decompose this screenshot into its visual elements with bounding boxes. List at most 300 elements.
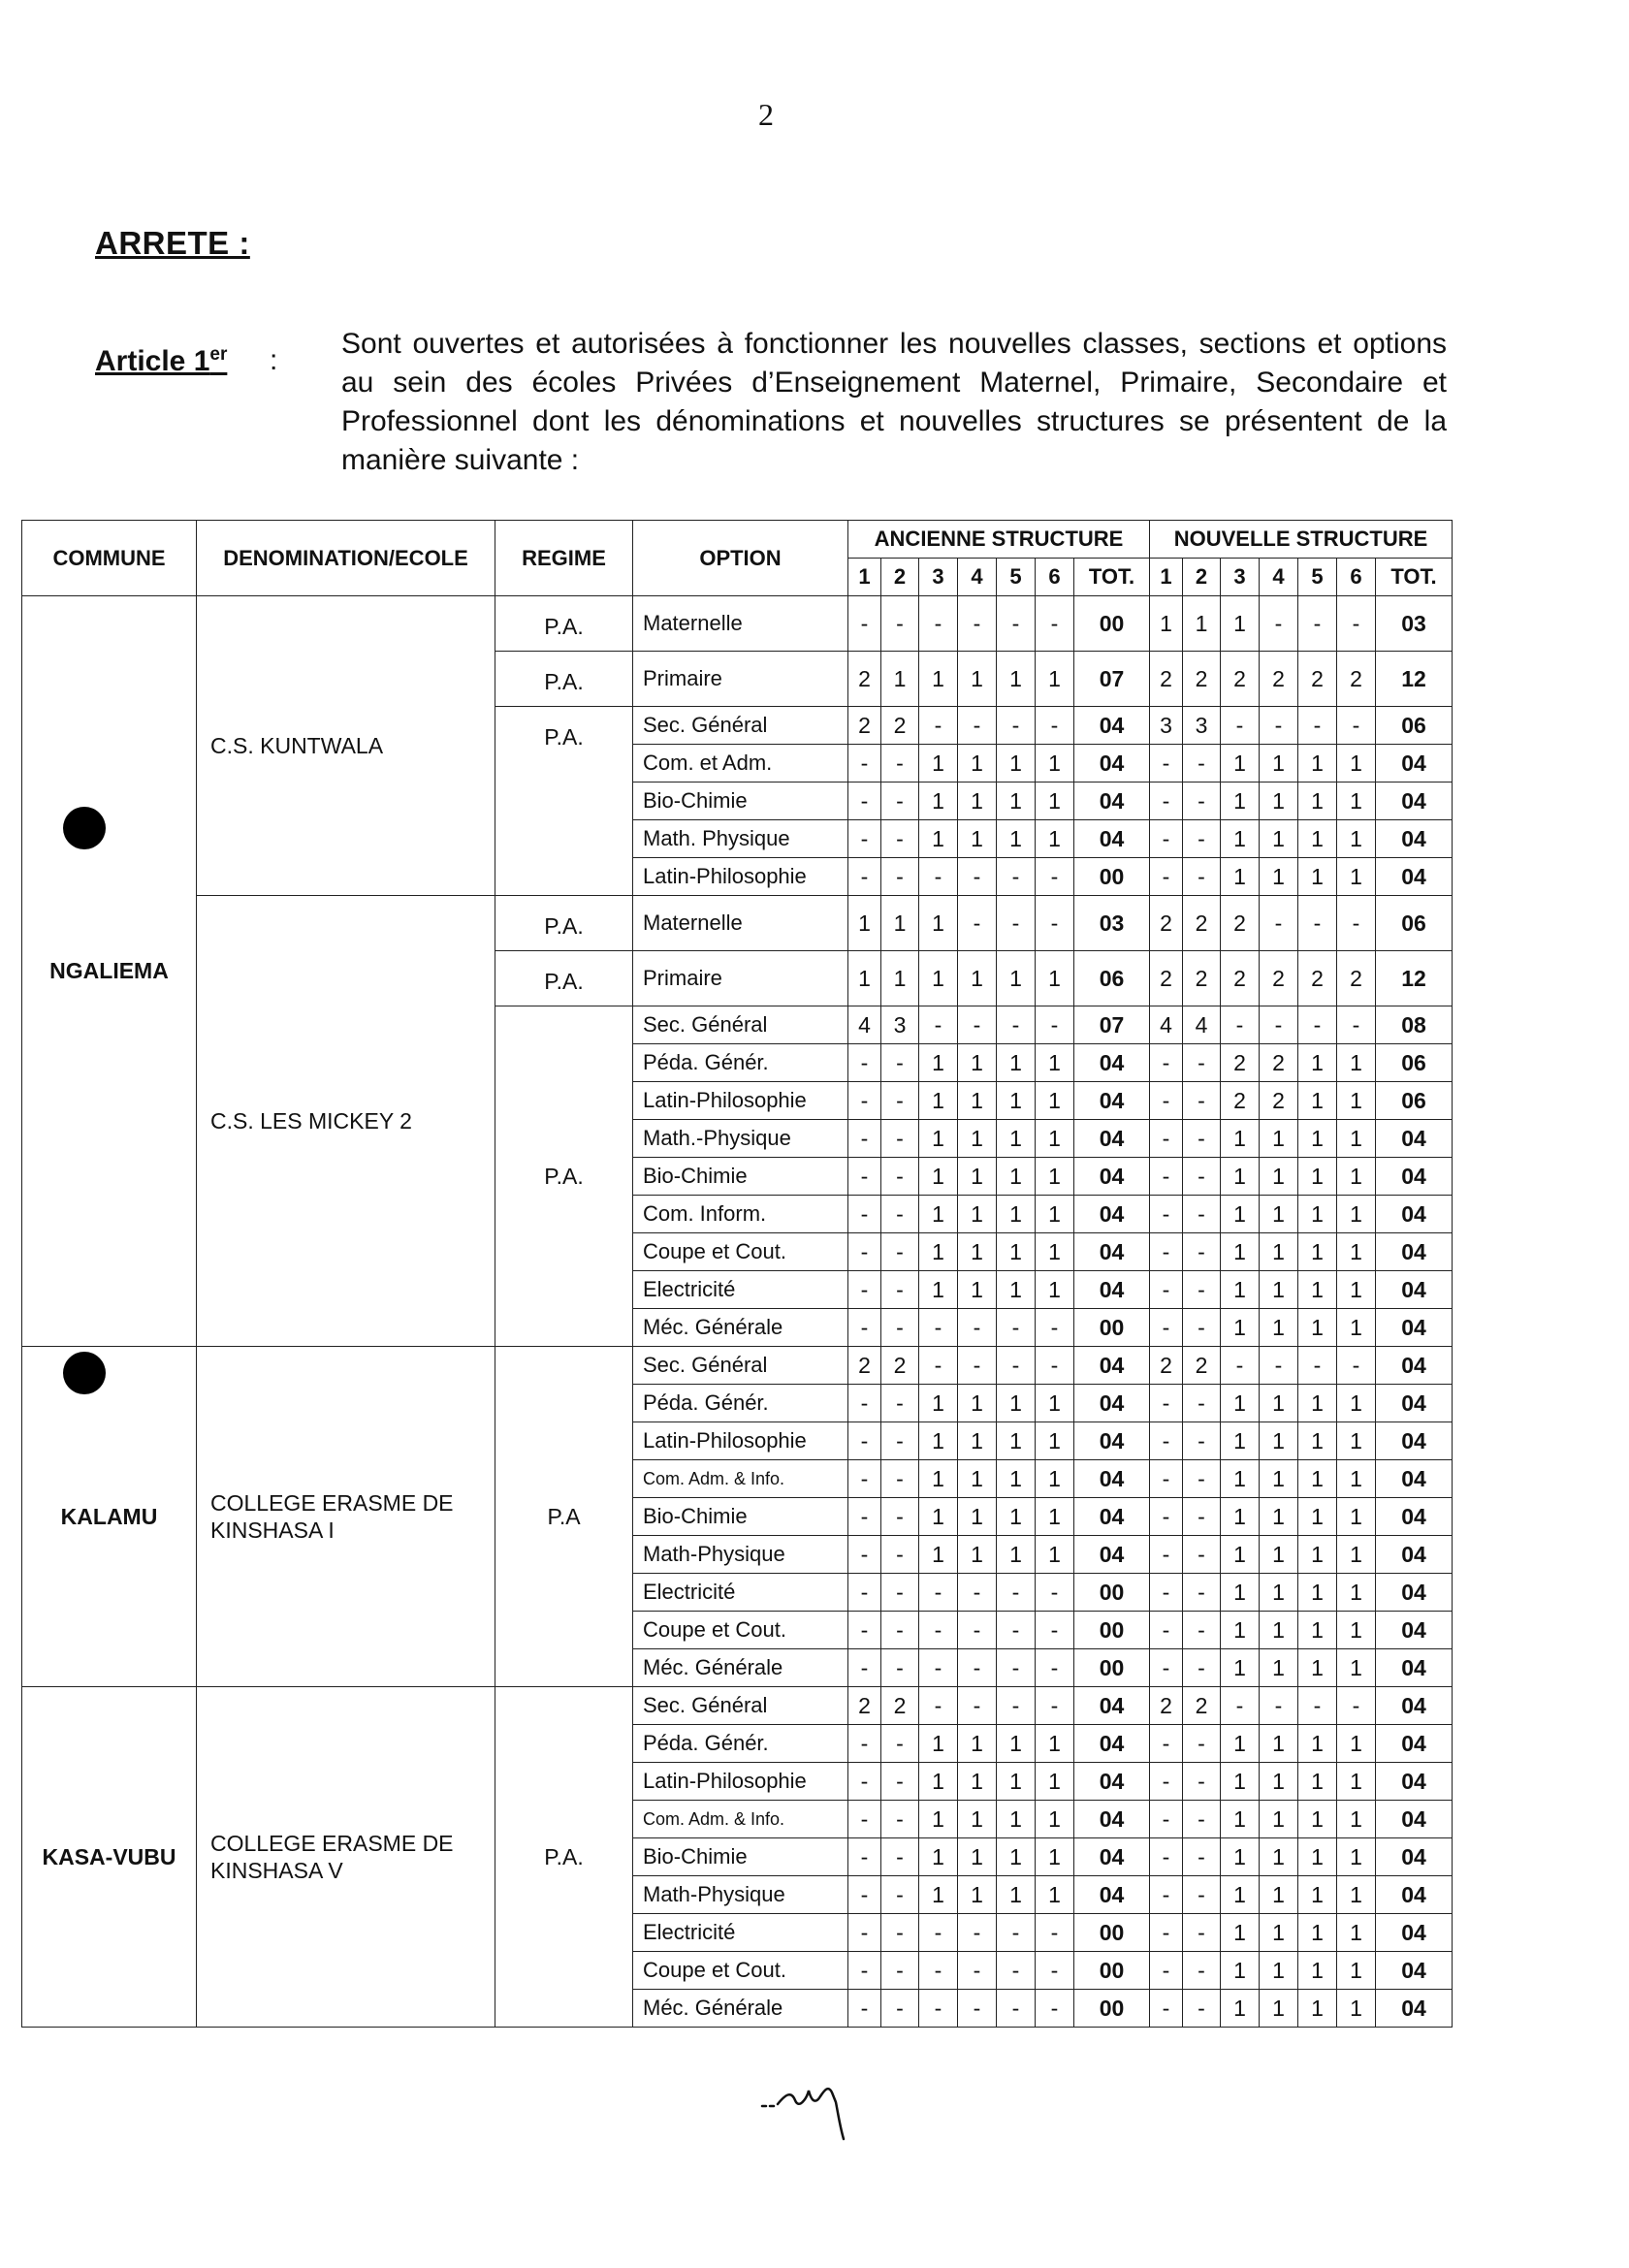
ancienne-class-cell: 1 [997,1271,1036,1309]
nouvelle-total-cell: 04 [1376,858,1453,896]
nouvelle-class-cell: - [1183,1196,1221,1233]
header-regime: REGIME [495,521,633,596]
nouvelle-class-cell: 1 [1337,1044,1376,1082]
nouvelle-class-cell: - [1298,896,1337,951]
nouvelle-class-cell: 1 [1298,1460,1337,1498]
page-number: 2 [758,97,774,132]
nouvelle-class-cell: - [1150,1801,1183,1838]
ancienne-class-cell: - [1036,1574,1074,1612]
ancienne-class-cell: - [881,1271,919,1309]
nouvelle-class-cell: - [1221,707,1260,745]
subheader-new-5: 5 [1298,559,1337,596]
school-name: C.S. KUNTWALA [197,596,495,896]
nouvelle-class-cell: - [1183,1536,1221,1574]
ancienne-class-cell: 1 [958,1422,997,1460]
nouvelle-class-cell: 1 [1260,745,1298,783]
nouvelle-class-cell: 1 [1260,1574,1298,1612]
nouvelle-class-cell: 1 [1298,1271,1337,1309]
nouvelle-class-cell: 2 [1183,896,1221,951]
nouvelle-class-cell: - [1337,596,1376,652]
option-cell: Coupe et Cout. [633,1233,848,1271]
ancienne-class-cell: - [997,1990,1036,2028]
nouvelle-total-cell: 04 [1376,1914,1453,1952]
ancienne-class-cell: 1 [1036,1422,1074,1460]
nouvelle-class-cell: 1 [1337,1120,1376,1158]
ancienne-class-cell: - [881,1385,919,1422]
nouvelle-class-cell: 1 [1337,1763,1376,1801]
nouvelle-class-cell: 1 [1337,1574,1376,1612]
nouvelle-class-cell: 2 [1183,652,1221,707]
nouvelle-total-cell: 06 [1376,707,1453,745]
ancienne-class-cell: - [881,1838,919,1876]
option-cell: Latin-Philosophie [633,1082,848,1120]
nouvelle-class-cell: 1 [1298,1801,1337,1838]
bullet-dot [63,1352,106,1394]
nouvelle-class-cell: 1 [1337,1309,1376,1347]
option-cell: Sec. Général [633,1347,848,1385]
ancienne-class-cell: - [848,1309,881,1347]
ancienne-class-cell: - [848,1498,881,1536]
subheader-old-5: 5 [997,559,1036,596]
option-cell: Com. Inform. [633,1196,848,1233]
ancienne-class-cell: - [1036,1006,1074,1044]
ancienne-class-cell: - [919,858,958,896]
nouvelle-total-cell: 04 [1376,1876,1453,1914]
nouvelle-class-cell: 1 [1298,1649,1337,1687]
ancienne-class-cell: - [881,1158,919,1196]
ancienne-class-cell: - [919,1952,958,1990]
ancienne-class-cell: - [848,745,881,783]
header-commune: COMMUNE [22,521,197,596]
ancienne-total-cell: 04 [1074,783,1150,820]
nouvelle-class-cell: 1 [1221,1422,1260,1460]
ancienne-class-cell: - [919,1649,958,1687]
subheader-old-2: 2 [881,559,919,596]
nouvelle-total-cell: 04 [1376,1612,1453,1649]
nouvelle-class-cell: 1 [1260,820,1298,858]
ancienne-total-cell: 06 [1074,951,1150,1006]
nouvelle-class-cell: - [1150,1422,1183,1460]
nouvelle-class-cell: 1 [1337,1233,1376,1271]
ancienne-total-cell: 04 [1074,1763,1150,1801]
option-cell: Méc. Générale [633,1990,848,2028]
header-ancienne-structure: ANCIENNE STRUCTURE [848,521,1150,559]
ancienne-class-cell: 2 [881,707,919,745]
nouvelle-class-cell: - [1183,820,1221,858]
nouvelle-class-cell: 2 [1183,1347,1221,1385]
ancienne-class-cell: 1 [919,1536,958,1574]
ancienne-class-cell: 1 [958,1460,997,1498]
nouvelle-class-cell: 2 [1260,1082,1298,1120]
nouvelle-class-cell: - [1150,1876,1183,1914]
nouvelle-class-cell: 1 [1221,1763,1260,1801]
nouvelle-class-cell: - [1150,1460,1183,1498]
nouvelle-class-cell: 2 [1150,1687,1183,1725]
ancienne-class-cell: 1 [997,1498,1036,1536]
nouvelle-class-cell: 1 [1337,1612,1376,1649]
header-denomination: DENOMINATION/ECOLE [197,521,495,596]
ancienne-class-cell: 3 [881,1006,919,1044]
nouvelle-class-cell: 1 [1337,820,1376,858]
nouvelle-class-cell: 1 [1337,1196,1376,1233]
nouvelle-class-cell: - [1260,1687,1298,1725]
ancienne-class-cell: 1 [919,1196,958,1233]
nouvelle-class-cell: 1 [1337,745,1376,783]
ancienne-class-cell: - [881,1044,919,1082]
ancienne-class-cell: 1 [919,1838,958,1876]
ancienne-class-cell: - [881,1876,919,1914]
nouvelle-class-cell: 2 [1150,951,1183,1006]
nouvelle-class-cell: - [1298,707,1337,745]
ancienne-total-cell: 04 [1074,745,1150,783]
nouvelle-total-cell: 08 [1376,1006,1453,1044]
option-cell: Electricité [633,1574,848,1612]
nouvelle-class-cell: - [1150,858,1183,896]
ancienne-class-cell: - [997,596,1036,652]
nouvelle-class-cell: - [1337,1687,1376,1725]
ancienne-total-cell: 04 [1074,820,1150,858]
nouvelle-class-cell: - [1183,858,1221,896]
ancienne-class-cell: - [848,1952,881,1990]
ancienne-class-cell: 1 [958,1725,997,1763]
ancienne-class-cell: - [919,596,958,652]
nouvelle-class-cell: 1 [1337,1725,1376,1763]
ancienne-class-cell: - [881,820,919,858]
ancienne-total-cell: 00 [1074,1649,1150,1687]
ancienne-class-cell: 1 [1036,1876,1074,1914]
ancienne-total-cell: 00 [1074,1952,1150,1990]
ancienne-total-cell: 04 [1074,1347,1150,1385]
nouvelle-class-cell: - [1150,1158,1183,1196]
option-cell: Sec. Général [633,1687,848,1725]
ancienne-class-cell: - [848,1838,881,1876]
ancienne-class-cell: 1 [958,652,997,707]
ancienne-class-cell: - [848,1725,881,1763]
ancienne-class-cell: - [958,1687,997,1725]
regime-cell: P.A. [495,707,633,896]
nouvelle-class-cell: 2 [1221,1082,1260,1120]
nouvelle-class-cell: 1 [1221,1196,1260,1233]
nouvelle-class-cell: 2 [1183,951,1221,1006]
nouvelle-total-cell: 04 [1376,1952,1453,1990]
ancienne-class-cell: 1 [958,783,997,820]
ancienne-class-cell: 1 [919,1763,958,1801]
ancienne-class-cell: 2 [848,1347,881,1385]
ancienne-class-cell: - [848,1082,881,1120]
nouvelle-class-cell: - [1150,1536,1183,1574]
ancienne-class-cell: 1 [1036,1838,1074,1876]
article-label-text: Article 1 [95,345,210,377]
regime-cell: P.A. [495,652,633,707]
nouvelle-class-cell: - [1150,745,1183,783]
nouvelle-total-cell: 04 [1376,1536,1453,1574]
nouvelle-class-cell: 1 [1260,1158,1298,1196]
ancienne-class-cell: 4 [848,1006,881,1044]
ancienne-class-cell: 1 [1036,1082,1074,1120]
nouvelle-class-cell: - [1150,1120,1183,1158]
ancienne-class-cell: - [881,1914,919,1952]
ancienne-total-cell: 04 [1074,1385,1150,1422]
nouvelle-class-cell: - [1260,1347,1298,1385]
nouvelle-class-cell: 1 [1221,1649,1260,1687]
nouvelle-total-cell: 06 [1376,896,1453,951]
ancienne-class-cell: - [997,896,1036,951]
ancienne-class-cell: 1 [997,1763,1036,1801]
nouvelle-class-cell: 4 [1183,1006,1221,1044]
ancienne-total-cell: 04 [1074,1082,1150,1120]
subheader-old-7: TOT. [1074,559,1150,596]
ancienne-class-cell: - [997,1612,1036,1649]
nouvelle-class-cell: - [1183,1725,1221,1763]
ancienne-total-cell: 04 [1074,707,1150,745]
ancienne-class-cell: - [958,1990,997,2028]
ancienne-class-cell: - [997,1309,1036,1347]
ancienne-class-cell: 2 [848,1687,881,1725]
ancienne-class-cell: - [958,1914,997,1952]
ancienne-class-cell: 1 [958,1876,997,1914]
nouvelle-class-cell: - [1183,1990,1221,2028]
regime-cell: P.A. [495,1006,633,1347]
nouvelle-class-cell: 1 [1337,1990,1376,2028]
nouvelle-class-cell: 1 [1337,783,1376,820]
nouvelle-class-cell: 4 [1150,1006,1183,1044]
ancienne-class-cell: - [958,1649,997,1687]
regime-cell: P.A. [495,596,633,652]
nouvelle-total-cell: 04 [1376,1309,1453,1347]
nouvelle-class-cell: - [1183,1158,1221,1196]
nouvelle-class-cell: - [1298,1347,1337,1385]
ancienne-class-cell: 1 [919,1120,958,1158]
nouvelle-class-cell: 1 [1298,820,1337,858]
nouvelle-class-cell: 1 [1260,858,1298,896]
nouvelle-total-cell: 04 [1376,1838,1453,1876]
ancienne-class-cell: - [997,1347,1036,1385]
option-cell: Math. Physique [633,820,848,858]
nouvelle-total-cell: 06 [1376,1082,1453,1120]
ancienne-class-cell: - [881,1763,919,1801]
nouvelle-class-cell: 1 [1221,596,1260,652]
table-body [22,596,1453,2028]
ancienne-class-cell: 1 [1036,1536,1074,1574]
ancienne-class-cell: 1 [997,745,1036,783]
nouvelle-class-cell: 1 [1298,1952,1337,1990]
ancienne-class-cell: 1 [919,1385,958,1422]
ancienne-class-cell: 1 [958,1801,997,1838]
nouvelle-total-cell: 03 [1376,596,1453,652]
ancienne-class-cell: 1 [958,820,997,858]
option-cell: Primaire [633,652,848,707]
ancienne-total-cell: 04 [1074,1271,1150,1309]
nouvelle-class-cell: - [1150,1233,1183,1271]
school-name: C.S. LES MICKEY 2 [197,896,495,1347]
ancienne-class-cell: 1 [1036,1801,1074,1838]
ancienne-class-cell: - [848,1460,881,1498]
ancienne-class-cell: 1 [997,1233,1036,1271]
ancienne-class-cell: 1 [958,1498,997,1536]
nouvelle-class-cell: 1 [1260,1196,1298,1233]
ancienne-class-cell: 2 [881,1347,919,1385]
nouvelle-class-cell: 1 [1221,1385,1260,1422]
ancienne-class-cell: - [848,1196,881,1233]
nouvelle-class-cell: 1 [1298,745,1337,783]
ancienne-class-cell: 1 [997,1801,1036,1838]
nouvelle-class-cell: - [1150,1044,1183,1082]
nouvelle-class-cell: 1 [1298,1612,1337,1649]
ancienne-class-cell: 1 [997,1120,1036,1158]
ancienne-class-cell: 1 [919,1876,958,1914]
ancienne-class-cell: 1 [958,1044,997,1082]
option-cell: Electricité [633,1914,848,1952]
ancienne-class-cell: 1 [997,783,1036,820]
ancienne-class-cell: 1 [958,745,997,783]
ancienne-total-cell: 00 [1074,1914,1150,1952]
nouvelle-class-cell: 1 [1221,1914,1260,1952]
regime-cell: P.A [495,1347,633,1687]
nouvelle-class-cell: 2 [1221,896,1260,951]
article-text: Sont ouvertes et autorisées à fonctionner les nouvelles classes, sections et options au sein des écoles Privées d’Enseignement Maternel, Primaire, Secondaire et Professionnel dont les dénominations et nouvelles structures se présentent de la manière suivante : [341,328,1447,476]
option-cell: Bio-Chimie [633,1498,848,1536]
nouvelle-class-cell: 1 [1221,1460,1260,1498]
ancienne-class-cell: 1 [1036,1196,1074,1233]
ancienne-class-cell: 1 [997,951,1036,1006]
nouvelle-class-cell: 1 [1260,1422,1298,1460]
nouvelle-class-cell: 1 [1221,1158,1260,1196]
ancienne-class-cell: 1 [919,1082,958,1120]
nouvelle-class-cell: - [1298,596,1337,652]
nouvelle-class-cell: - [1183,1801,1221,1838]
ancienne-class-cell: - [881,1422,919,1460]
nouvelle-class-cell: 1 [1298,1422,1337,1460]
option-cell: Com. Adm. & Info. [633,1801,848,1838]
nouvelle-class-cell: - [1298,1006,1337,1044]
ancienne-class-cell: 1 [919,951,958,1006]
school-name: COLLEGE ERASME DE KINSHASA V [197,1687,495,2028]
option-cell: Bio-Chimie [633,1158,848,1196]
ancienne-class-cell: 1 [997,1385,1036,1422]
nouvelle-class-cell: - [1260,707,1298,745]
nouvelle-total-cell: 04 [1376,1120,1453,1158]
nouvelle-total-cell: 04 [1376,1460,1453,1498]
nouvelle-class-cell: 1 [1221,1990,1260,2028]
nouvelle-class-cell: 3 [1150,707,1183,745]
ancienne-class-cell: - [848,1385,881,1422]
ancienne-class-cell: - [1036,1952,1074,1990]
nouvelle-total-cell: 04 [1376,1498,1453,1536]
ancienne-class-cell: - [1036,858,1074,896]
ancienne-class-cell: 1 [997,652,1036,707]
ancienne-class-cell: - [848,1990,881,2028]
ancienne-class-cell: 1 [997,1460,1036,1498]
ancienne-class-cell: - [848,1801,881,1838]
school-name: COLLEGE ERASME DE KINSHASA I [197,1347,495,1687]
nouvelle-class-cell: - [1150,1952,1183,1990]
ancienne-class-cell: - [881,858,919,896]
nouvelle-class-cell: - [1260,896,1298,951]
ancienne-class-cell: - [919,1687,958,1725]
ancienne-class-cell: - [958,707,997,745]
subheader-new-6: 6 [1337,559,1376,596]
nouvelle-class-cell: - [1183,1612,1221,1649]
option-cell: Latin-Philosophie [633,1422,848,1460]
ancienne-class-cell: - [881,1612,919,1649]
ancienne-class-cell: 1 [958,1838,997,1876]
option-cell: Méc. Générale [633,1309,848,1347]
nouvelle-total-cell: 04 [1376,820,1453,858]
nouvelle-total-cell: 12 [1376,951,1453,1006]
nouvelle-class-cell: 2 [1221,951,1260,1006]
nouvelle-class-cell: 1 [1337,1801,1376,1838]
nouvelle-class-cell: 1 [1221,1498,1260,1536]
ancienne-class-cell: 1 [958,1120,997,1158]
ancienne-total-cell: 04 [1074,1120,1150,1158]
ancienne-class-cell: - [848,1763,881,1801]
ancienne-class-cell: - [919,707,958,745]
nouvelle-class-cell: 1 [1221,745,1260,783]
nouvelle-class-cell: - [1183,1460,1221,1498]
ancienne-class-cell: - [881,1120,919,1158]
option-cell: Com. et Adm. [633,745,848,783]
nouvelle-class-cell: 1 [1337,1460,1376,1498]
nouvelle-class-cell: - [1183,1914,1221,1952]
ancienne-class-cell: 1 [997,1838,1036,1876]
nouvelle-class-cell: 2 [1221,1044,1260,1082]
ancienne-total-cell: 04 [1074,1196,1150,1233]
ancienne-class-cell: - [997,1952,1036,1990]
option-cell: Math-Physique [633,1536,848,1574]
commune-name: NGALIEMA [22,596,197,1347]
nouvelle-class-cell: 1 [1260,1876,1298,1914]
ancienne-class-cell: - [848,858,881,896]
ancienne-class-cell: 1 [919,1801,958,1838]
nouvelle-class-cell: 1 [1221,1233,1260,1271]
nouvelle-class-cell: - [1150,1309,1183,1347]
ancienne-class-cell: 1 [958,1196,997,1233]
ancienne-class-cell: - [848,1233,881,1271]
ancienne-class-cell: 1 [919,1422,958,1460]
ancienne-class-cell: 1 [919,1044,958,1082]
option-cell: Coupe et Cout. [633,1952,848,1990]
ancienne-class-cell: 1 [1036,783,1074,820]
ancienne-class-cell: 1 [1036,1498,1074,1536]
ancienne-total-cell: 00 [1074,596,1150,652]
ancienne-total-cell: 04 [1074,1536,1150,1574]
nouvelle-class-cell: 1 [1337,1498,1376,1536]
ancienne-total-cell: 04 [1074,1838,1150,1876]
ancienne-class-cell: 1 [919,745,958,783]
ancienne-class-cell: - [1036,1914,1074,1952]
nouvelle-class-cell: 2 [1260,1044,1298,1082]
ancienne-class-cell: - [958,1347,997,1385]
nouvelle-total-cell: 04 [1376,1271,1453,1309]
subheader-old-6: 6 [1036,559,1074,596]
ancienne-class-cell: 1 [919,1725,958,1763]
ancienne-class-cell: - [881,1574,919,1612]
option-cell: Maternelle [633,896,848,951]
ancienne-class-cell: 1 [997,1725,1036,1763]
nouvelle-class-cell: 1 [1337,1838,1376,1876]
nouvelle-class-cell: - [1150,1763,1183,1801]
ancienne-class-cell: - [919,1612,958,1649]
ancienne-class-cell: 1 [919,1158,958,1196]
ancienne-class-cell: - [1036,1649,1074,1687]
ancienne-total-cell: 00 [1074,1574,1150,1612]
nouvelle-total-cell: 04 [1376,1687,1453,1725]
nouvelle-class-cell: - [1221,1687,1260,1725]
nouvelle-class-cell: 1 [1260,1309,1298,1347]
nouvelle-class-cell: 1 [1221,783,1260,820]
option-cell: Sec. Général [633,1006,848,1044]
ancienne-class-cell: - [1036,707,1074,745]
